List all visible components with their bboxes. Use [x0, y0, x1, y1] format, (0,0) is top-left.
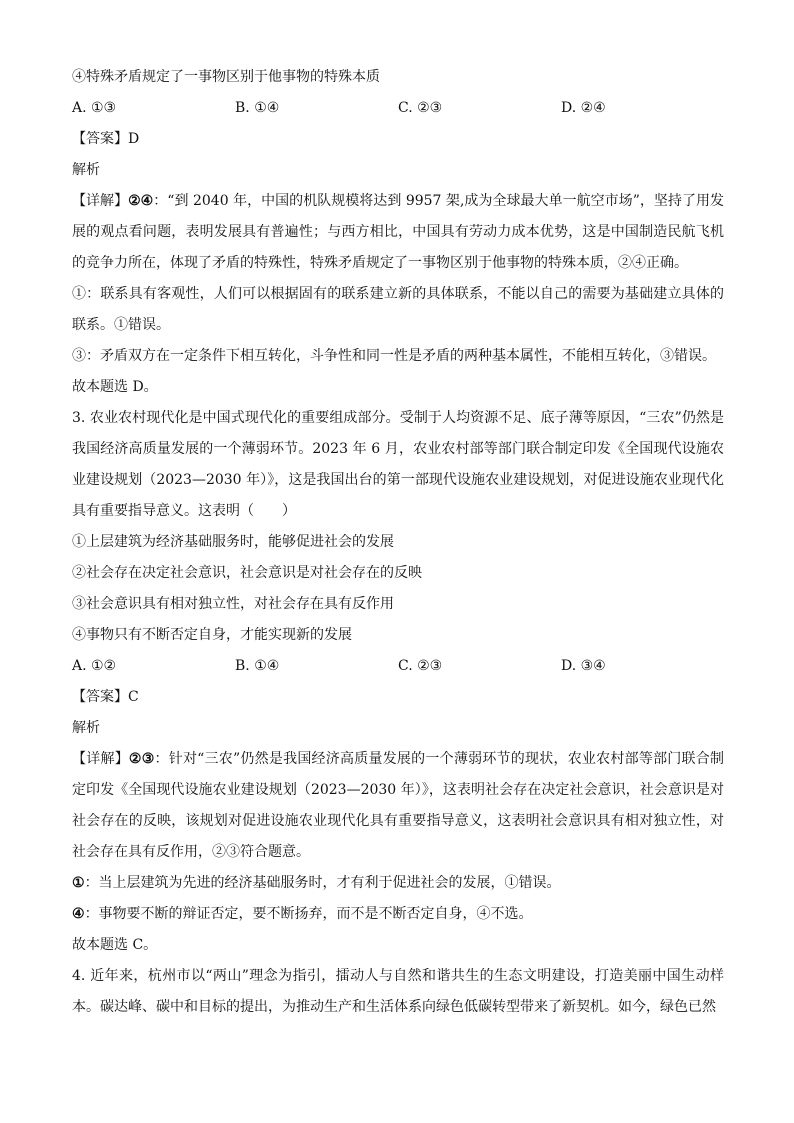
detail-head: ②④ [128, 193, 154, 209]
answer-value: C [128, 689, 139, 705]
q3-option-c: C. ②③ [398, 658, 443, 674]
answer-tag: 【答案】 [72, 689, 128, 705]
q3-wrong-1 [72, 868, 724, 899]
q2-conclusion: 故本题选 D。 [72, 379, 158, 395]
document-page [72, 62, 724, 1023]
q3-item-4: ④事物只有不断否定自身，才能实现新的发展 [72, 627, 352, 643]
q3-conclusion: 故本题选 C。 [72, 937, 158, 953]
q2-detail [72, 186, 724, 279]
q2-answer [72, 124, 724, 155]
q3-item-1: ①上层建筑为经济基础服务时，能够促进社会的发展 [72, 534, 394, 550]
detail-tag: 【详解】 [72, 751, 129, 767]
detail-tag: 【详解】 [72, 193, 129, 209]
q3-option-b: B. ①④ [235, 658, 280, 674]
wrong-text: ：当上层建筑为先进的经济基础服务时，才有利于促进社会的发展，①错误。 [84, 875, 561, 891]
q3-option-a: A. ①② [72, 658, 117, 674]
answer-tag: 【答案】 [72, 131, 128, 147]
detail-head: ②③ [128, 751, 155, 767]
q3-item-2: ②社会存在决定社会意识，社会意识是对社会存在的反映 [72, 565, 422, 581]
analysis-tag: 解析 [72, 720, 100, 736]
q2-option-d: D. ②④ [561, 100, 606, 116]
q2-analysis-heading [72, 155, 724, 186]
analysis-tag: 解析 [72, 162, 100, 178]
q2-option-c: C. ②③ [398, 100, 443, 116]
detail-text: ：“到 2040 年，中国的机队规模将达到 9957 架,成为全球最大单一航空市场”，坚持了用发展的观点看问题，表明发展具有普遍性；与西方相比，中国具有劳动力成本优势，这是中国制造民航飞机的竞争力所在，体现了矛盾的特殊性，特殊矛盾规定了一事物区别于他事物的特殊本质，②④正确。 [72, 193, 725, 271]
q3-option-d: D. ③④ [561, 658, 606, 674]
q3-options [72, 651, 724, 682]
q2-option-a: A. ①③ [72, 100, 117, 116]
q3-answer [72, 682, 724, 713]
wrong-text: ：事物要不断的辩证否定，要不断扬弃，而不是不断否定自身，④不选。 [84, 906, 533, 922]
q3-item-3: ③社会意识具有相对独立性，对社会存在具有反作用 [72, 596, 394, 612]
q2-item-4: ④特殊矛盾规定了一事物区别于他事物的特殊本质 [72, 69, 380, 85]
q3-analysis-heading [72, 713, 724, 744]
wrong-head: ① [72, 875, 85, 891]
q2-wrong-1: ①：联系具有客观性，人们可以根据固有的联系建立新的具体联系，不能以自己的需要为基础建立具体的联系。①错误。 [72, 286, 724, 333]
q2-wrong-3: ③：矛盾双方在一定条件下相互转化，斗争性和同一性是矛盾的两种基本属性，不能相互转化，③错误。 [72, 348, 716, 364]
q4-stem: 4. 近年来，杭州市以“两山”理念为指引，擂动人与自然和谐共生的生态文明建设，打造美丽中国生动样本。碳达峰、碳中和目标的提出，为推动生产和生活体系向绿色低碳转型带来了新契机。如今，绿色已然 [72, 968, 724, 1015]
q2-options [72, 93, 724, 124]
q3-wrong-4 [72, 899, 724, 930]
answer-value: D [128, 131, 140, 147]
wrong-head: ④ [72, 906, 85, 922]
q2-option-b: B. ①④ [235, 100, 280, 116]
detail-text: ：针对“三农”仍然是我国经济高质量发展的一个薄弱环节的现状，农业农村部等部门联合制定印发《全国现代设施农业建设规划（2023—2030 年）》，这表明社会存在决定社会意识，社会意识是对社会存在的反映，该规划对促进设施农业现代化具有重要指导意义，这表明社会意识具有相对独立性，对社会存在具有反作用，②③符合题意。 [72, 751, 724, 860]
q3-stem: 3. 农业农村现代化是中国式现代化的重要组成部分。受制于人均资源不足、底子薄等原因，“三农”仍然是我国经济高质量发展的一个薄弱环节。2023 年 6 月，农业农村部等部门联合制定印发《全国现代设施农业建设规划（2023—2030 年）》，这是我国出台的第一部现代设施农业建设规划，对促进设施农业现代化具有重要指导意义。这表明（ ） [72, 410, 724, 519]
q3-detail [72, 744, 724, 868]
